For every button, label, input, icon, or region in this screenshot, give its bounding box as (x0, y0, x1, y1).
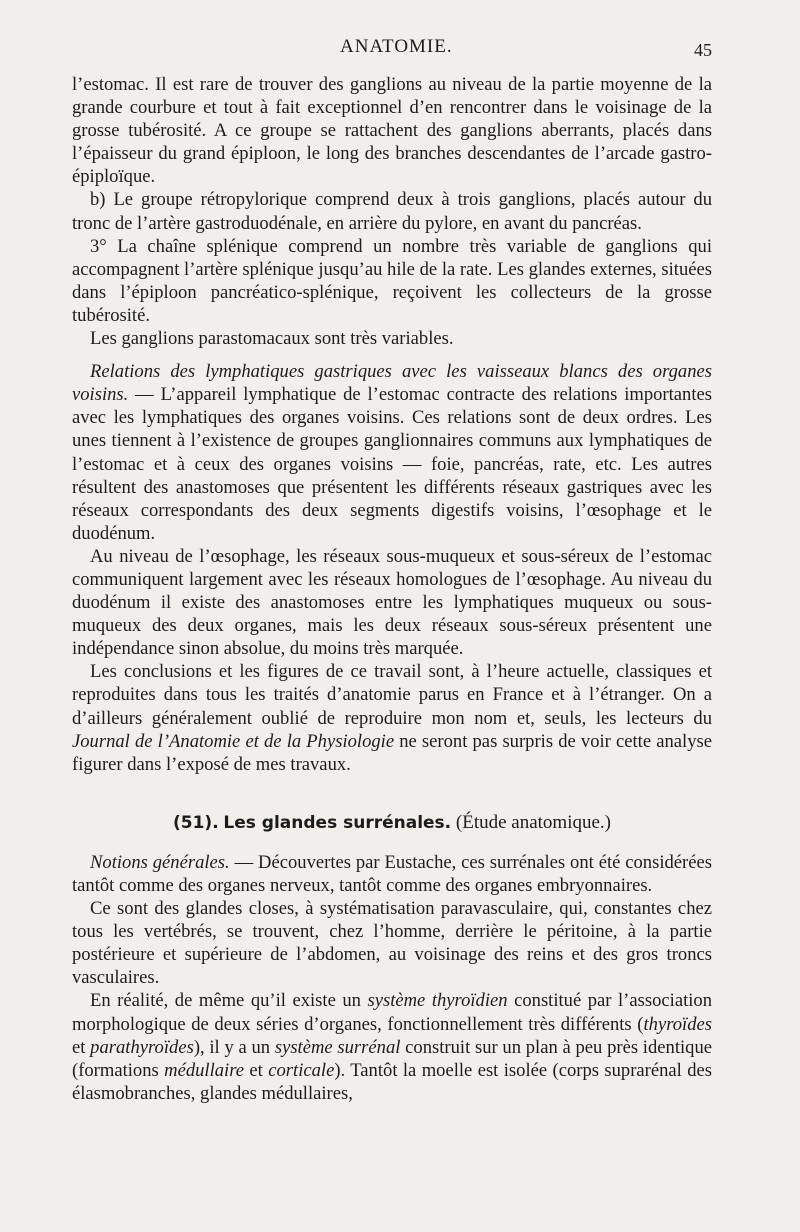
page-number: 45 (694, 40, 712, 60)
systeme-text-3: et (72, 1036, 91, 1058)
paragraph-3: 3° La chaîne splénique comprend un nombre très variable de ganglions qui accompagnent l’artère splénique jusqu’au hile de la rate. Les glandes externes, situées dans l’épiploon pancréatico-splénique, reçoivent les collecteurs de la grosse tubérosité. (72, 235, 712, 326)
systeme-text-5: construit sur un plan à peu près identique (formations (72, 1036, 713, 1081)
paragraph-conclusions (72, 660, 712, 775)
systeme-italic-1: système thyroïdien (367, 990, 508, 1012)
conclusions-text-2: ne seront pas surpris de voir cette analyse figurer dans l’exposé de mes travaux. (72, 730, 712, 775)
systeme-text-4: ), il y a un (193, 1036, 275, 1058)
paragraph-1: l’estomac. Il est rare de trouver des ganglions au niveau de la partie moyenne de la grande courbure et tout à fait exceptionnel d’en rencontrer dans le voisinage de la grosse tubérosité. A ce groupe se rattachent des ganglions aberrants, placés dans l’épaisseur du grand épiploon, le long des branches descendantes de l’arcade gastro-épiploïque. (72, 74, 712, 188)
paragraph-2: b) Le groupe rétropylorique comprend deux à trois ganglions, placés autour du tronc de l’artère gastroduodénale, en arrière du pylore, en avant du pancréas. (72, 189, 712, 234)
systeme-text-6: et (244, 1059, 269, 1081)
systeme-italic-2: thyroïdes (643, 1013, 712, 1035)
paragraph-glandes-closes: Ce sont des glandes closes, à systématisation paravasculaire, qui, constantes chez tous les vertébrés, se trouvent, chez l’homme, derrière le péritoine, à la partie postérieure et supérieure de l’abdomen, au voisinage des reins et des gros troncs vasculaires. (72, 898, 712, 989)
section-subtitle: (Étude anatomique.) (455, 811, 611, 833)
section-heading (72, 811, 712, 835)
running-title: ANATOMIE. (340, 36, 453, 57)
notions-lead: Notions générales. (90, 851, 230, 873)
notions-text: — Découvertes par Eustache, ces surrénales ont été considérées tantôt comme des organes nerveux, tantôt comme des organes embryonnaires. (72, 851, 712, 896)
paragraph-oesophage: Au niveau de l’œsophage, les réseaux sous-muqueux et sous-séreux de l’estomac communiquent largement avec les réseaux homologues de l’œsophage. Au niveau du duodénum il existe des anastomoses entre les lymphatiques muqueux ou sous-muqueux des deux organes, mais les deux réseaux sous-séreux présentent une indépendance sinon absolue, du moins très marquée. (72, 545, 712, 660)
systeme-italic-3: parathyroïdes (90, 1036, 194, 1058)
systeme-text-7: ). Tantôt la moelle est isolée (corps suprarénal des élasmobranches, glandes médullaires, (72, 1059, 712, 1104)
paragraph-systeme (72, 989, 712, 1104)
paragraph-notions (72, 851, 712, 897)
section-title: Les glandes surrénales. (223, 812, 452, 833)
systeme-text-2: constitué par l’association morphologique de deux séries d’organes, fonctionnellement très différents ( (72, 990, 712, 1035)
systeme-text-1: En réalité, de même qu’il existe un (90, 990, 368, 1012)
conclusions-text-1: Les conclusions et les figures de ce travail sont, à l’heure actuelle, classiques et reproduites dans tous les traités d’anatomie parus en France et à l’étranger. On a d’ailleurs généralement oublié de reproduire mon nom et, seuls, les lecteurs du (72, 661, 712, 729)
relations-text: — L’appareil lymphatique de l’estomac contracte des relations importantes avec les lymphatiques des organes voisins. Ces relations sont de deux ordres. Les unes tiennent à l’existence de groupes ganglionnaires communs aux lymphatiques de l’estomac et à ceux des organes voisins — foie, pancréas, rate, etc. Les autres résultent des anastomoses que présentent les différents réseaux gastriques avec les réseaux correspondants des deux segments digestifs voisins, l’œsophage et le duodénum. (72, 384, 712, 544)
body-text (72, 73, 712, 1105)
page-header (0, 32, 800, 62)
systeme-italic-6: corticale (268, 1059, 335, 1081)
paragraph-4: Les ganglions parastomacaux sont très variables. (90, 328, 454, 350)
relations-lead: Relations des lymphatiques gastriques avec les vaisseaux blancs des organes voisins. (72, 361, 712, 406)
paragraph-relations (72, 360, 712, 545)
journal-title: Journal de l’Anatomie et de la Physiologie (72, 730, 395, 752)
systeme-italic-4: système surrénal (274, 1036, 401, 1058)
systeme-italic-5: médullaire (164, 1059, 245, 1081)
section-number: (51). (173, 812, 219, 833)
